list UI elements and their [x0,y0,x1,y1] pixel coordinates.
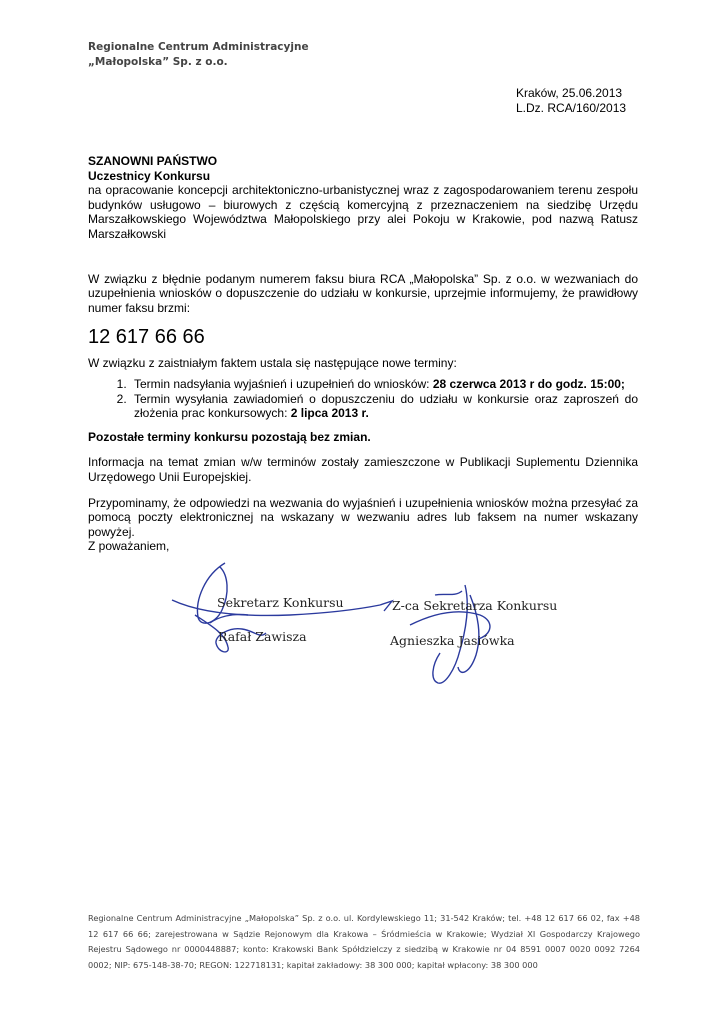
deadline-item [130,392,638,421]
letter-body [88,154,638,539]
deadline-text: Termin nadsyłania wyjaśnień i uzupełnień do wniosków: [134,376,433,391]
recipient: Uczestnicy Konkursu [88,168,211,183]
deadlines-list [88,377,638,421]
signature-block [170,555,590,695]
other-deadlines-note: Pozostałe terminy konkursu pozostają bez zmian. [88,429,371,444]
right-signature-title: Z-ca Sekretarza Konkursu [392,598,558,613]
place-date: Kraków, 25.06.2013 [516,86,623,100]
footer-company-info: Regionalne Centrum Administracyjne „Małopolska” Sp. z o.o. ul. Kordylewskiego 11; 31-542 Kraków; tel. +48 12 617 66 02, fax +48 12 617 66 66; zarejestrowana w Sądzie Rejonowym dla Krakowa – Śródmieścia w Krakowie; Wydział XI Gospodarczy Krajowego Rejestru Sądowego nr 0000448887; konto: Krakowski Bank Spółdzielczy z siedzibą w Krakowie nr 04 8591 0007 0020 0092 7264 0002; NIP: 675-148-38-70; REGON: 122718131; kapitał zakładowy: 38 300 000; kapitał wpłacony: 38 300 000 [88,913,640,970]
deadline-date: 2 lipca 2013 r. [290,406,369,421]
fax-number: 12 617 66 66 [88,326,205,349]
deadline-text: Termin wysyłania zawiadomień o dopuszczeniu do udziału w konkursie oraz zaproszeń do złożenia prac konkursowych: [134,391,638,421]
closing: Z poważaniem, [88,539,170,553]
deadline-date: 28 czerwca 2013 r do godz. 15:00; [432,376,625,391]
publication-info: Informacja na temat zmian w/w terminów zostały zamieszczone w Publikacji Suplementu Dziennika Urzędowego Unii Europejskiej. [88,455,638,484]
intro-paragraph: W związku z błędnie podanym numerem faksu biura RCA „Małopolska” Sp. z o.o. w wezwaniach do uzupełnienia wniosków o dopuszczenie do udziału w konkursie, uprzejmie informujemy, że prawidłowy numer faksu brzmi: [88,271,638,315]
left-signature-title: Sekretarz Konkursu [217,595,344,610]
greeting: SZANOWNI PAŃSTWO [88,154,218,168]
deadlines-intro: W związku z zaistniałym faktem ustala się następujące nowe terminy: [88,356,457,371]
reference-number: L.Dz. RCA/160/2013 [516,101,627,115]
reminder-paragraph: Przypominamy, że odpowiedzi na wezwania do wyjaśnień i uzupełnienia wniosków można przesyłać za pomocą poczty elektronicznej na wskazany w wezwaniu adres lub faksem na numer wskazany powyżej. [88,495,638,539]
subject: na opracowanie koncepcji architektoniczno-urbanistycznej wraz z zagospodarowaniem terenu zespołu budynków usługowo – biurowych z częścią komercyjną z przeznaczeniem na siedzibę Urzędu Marszałkowskiego Województwa Małopolskiego przy alei Pokoju w Krakowie, pod nazwą Ratusz Marszałkowski [88,183,638,241]
deadline-item [130,377,638,392]
left-signature-name: Rafał Zawisza [218,629,307,644]
company-name: Regionalne Centrum Administracyjne [88,41,309,53]
letter-meta [516,86,626,116]
company-suffix: „Małopolska” Sp. z o.o. [88,56,228,68]
letterhead [88,40,309,70]
right-signature-name: Agnieszka Jasiówka [390,633,515,648]
